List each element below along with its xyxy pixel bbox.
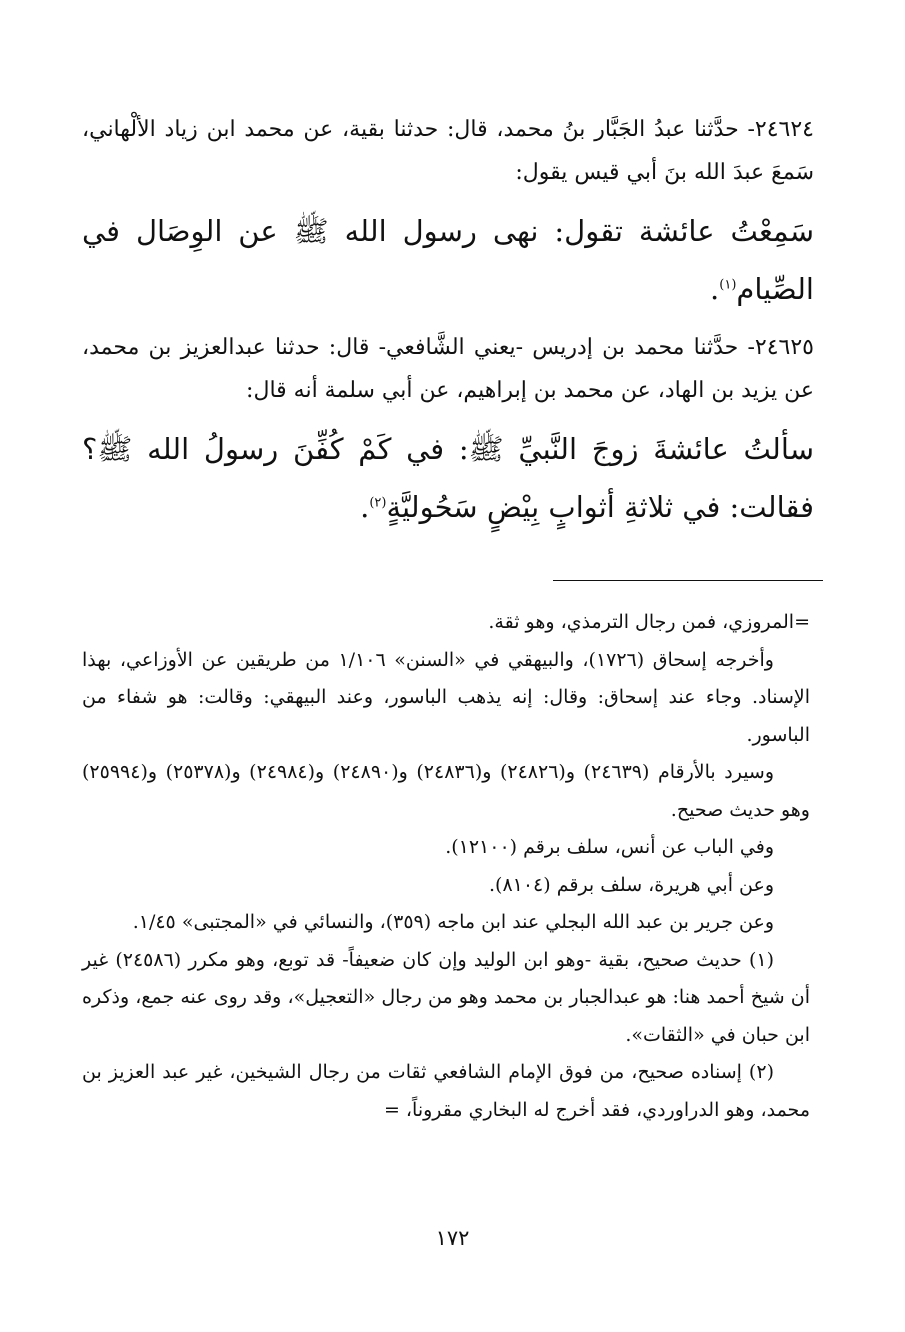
page-number: ١٧٢ — [435, 1226, 470, 1250]
main-text — [82, 108, 814, 540]
hadith-24625-matn: سألتُ عائشةَ زوجَ النَّبيِّ ﷺ: في كَمْ كُفِّنَ رسولُ الله ﷺ؟ فقالت: في ثلاثةِ أثوابٍ بِيْضٍ سَحُوليَّةٍ — [82, 432, 814, 524]
footnote-ref-1: (١) — [719, 277, 737, 293]
footnote-divider — [553, 580, 823, 581]
footnote-2: (٢) إسناده صحيح، من فوق الإمام الشافعي ثقات من رجال الشيخين، غير عبد العزيز بن محمد، وهو الدراوردي، فقد أخرج له البخاري مقروناً، = — [82, 1061, 810, 1121]
footnote-continuation: =المروزي، فمن رجال الترمذي، وهو ثقة. — [488, 611, 810, 633]
hadith-24625-end: . — [360, 490, 370, 524]
footnote-1: (١) حديث صحيح، بقية -وهو ابن الوليد وإن كان ضعيفاً- قد توبع، وهو مكرر (٢٤٥٨٦) غير أن شيخ أحمد هنا: هو عبدالجبار بن محمد وهو من رجال «التعجيل»، وقد روى عنه جمع، وذكره ابن حبان في «الثقات». — [82, 948, 810, 1046]
hadith-24625-chain: ٢٤٦٢٥- حدَّثنا محمد بن إدريس -يعني الشَّافعي- قال: حدثنا عبدالعزيز بن محمد، عن يزيد بن الهاد، عن محمد بن إبراهيم، عن أبي سلمة أنه قال: — [82, 335, 814, 403]
footnote-paragraph: وأخرجه إسحاق (١٧٢٦)، والبيهقي في «السنن» ١/١٠٦ من طريقين عن الأوزاعي، بهذا الإسناد. وجاء عند إسحاق: وقال: إنه يذهب الباسور، وعند البيهقي: وقالت: هو شفاء من الباسور. — [82, 648, 810, 746]
hadith-24624-text — [82, 202, 814, 318]
footnote-paragraph: وسيرد بالأرقام (٢٤٦٣٩) و(٢٤٨٢٦) و(٢٤٨٣٦) و(٢٤٨٩٠) و(٢٤٩٨٤) و(٢٥٣٧٨) و(٢٥٩٩٤) وهو حديث صحيح. — [82, 761, 810, 821]
footnote-ref-2: (٢) — [369, 495, 387, 511]
hadith-24624-chain: ٢٤٦٢٤- حدَّثنا عبدُ الجَبَّار بنُ محمد، قال: حدثنا بقية، عن محمد ابن زياد الألْهاني، سَمعَ عبدَ الله بنَ أبي قيس يقول: — [82, 117, 814, 185]
hadith-24624-matn: سَمِعْتُ عائشة تقول: نهى رسول الله ﷺ عن الوِصَال في الصِّيام — [82, 214, 814, 306]
footnote-paragraph: وفي الباب عن أنس، سلف برقم (١٢١٠٠). — [445, 836, 774, 858]
hadith-24624-end: . — [710, 272, 720, 306]
footnote-paragraph: وعن جرير بن عبد الله البجلي عند ابن ماجه (٣٥٩)، والنسائي في «المجتبى» ١/٤٥. — [132, 911, 774, 933]
footnote-paragraph: وعن أبي هريرة، سلف برقم (٨١٠٤). — [488, 873, 774, 896]
hadith-24625-text — [82, 420, 814, 536]
footnotes — [82, 604, 810, 1129]
